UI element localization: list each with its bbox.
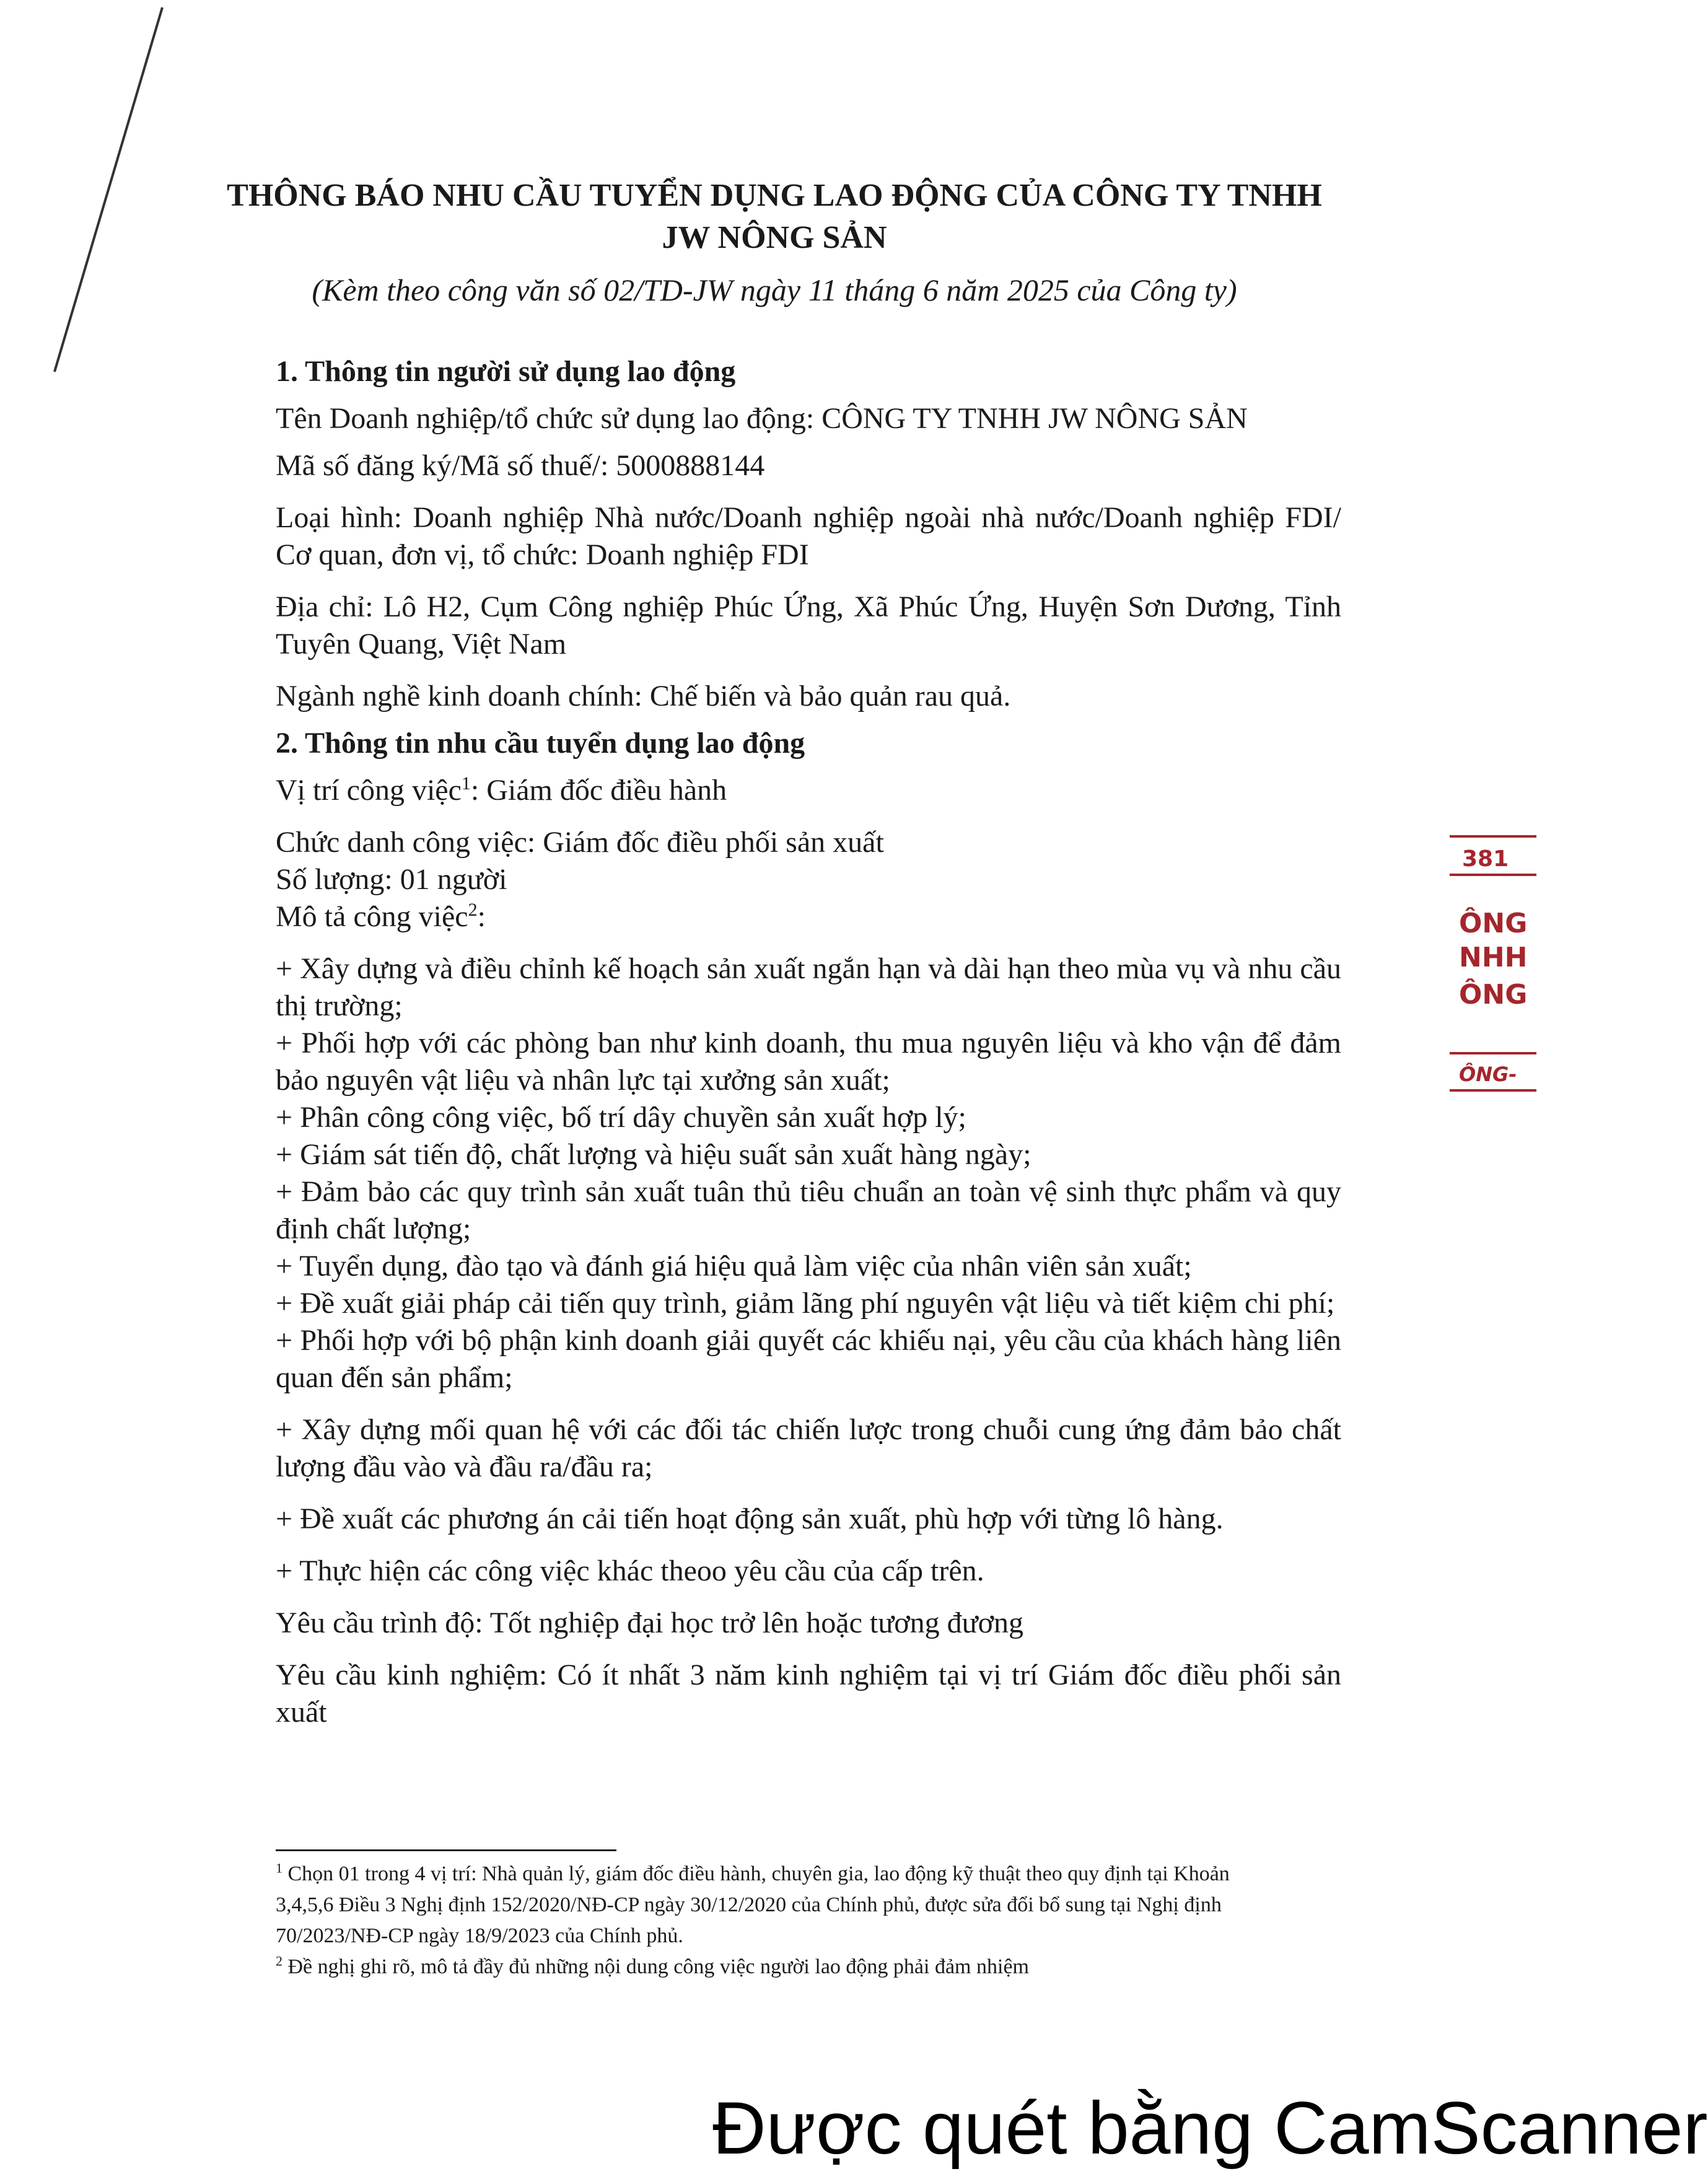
document-title-line1: THÔNG BÁO NHU CẦU TUYỂN DỤNG LAO ĐỘNG CỦA CÔNG TY TNHH: [227, 178, 1322, 213]
task-item: + Xây dựng và điều chỉnh kế hoạch sản xuất ngắn hạn và dài hạn theo mùa vụ và nhu cầu thị trường;: [276, 952, 1341, 1022]
seal-fragment-2: ÔNG: [1459, 908, 1528, 939]
document-title-line2: JW NÔNG SẢN: [662, 220, 887, 255]
job-description-label: Mô tả công việc$^2$:: [276, 900, 486, 933]
footnotes: [276, 1859, 1267, 1983]
task-item: + Giám sát tiến độ, chất lượng và hiệu suất sản xuất hàng ngày;: [276, 1138, 1031, 1171]
seal-fragment-4: ÔNG: [1459, 979, 1528, 1010]
main-business: Ngành nghề kinh doanh chính: Chế biến và bảo quản rau quả.: [276, 680, 1011, 712]
tax-code: Mã số đăng ký/Mã số thuế/: 5000888144: [276, 449, 765, 482]
seal-fragment-5: ÔNG-: [1459, 1063, 1517, 1086]
task-item: + Phối hợp với các phòng ban như kinh doanh, thu mua nguyên liệu và kho vận để đảm bảo nguyên vật liệu và nhân lực tại xưởng sản xuất;: [276, 1027, 1341, 1097]
footnote-ref-2: 2: [468, 900, 478, 920]
company-seal-fragment: [1443, 818, 1536, 1109]
company-name: Tên Doanh nghiệp/tổ chức sử dụng lao động: CÔNG TY TNHH JW NÔNG SẢN: [276, 402, 1248, 435]
job-title: Chức danh công việc: Giám đốc điều phối sản xuất: [276, 826, 884, 859]
scan-edge-line: [0, 0, 186, 384]
task-item: + Đề xuất các phương án cải tiến hoạt động sản xuất, phù hợp với từng lô hàng.: [276, 1502, 1224, 1535]
company-type: Loại hình: Doanh nghiệp Nhà nước/Doanh nghiệp ngoài nhà nước/Doanh nghiệp FDI/ Cơ quan, đơn vị, tổ chức: Doanh nghiệp FDI: [276, 501, 1341, 571]
task-item: + Đảm bảo các quy trình sản xuất tuân thủ tiêu chuẩn an toàn vệ sinh thực phẩm và quy định chất lượng;: [276, 1175, 1341, 1245]
camscanner-watermark: Được quét bằng CamScanner: [712, 2087, 1708, 2170]
company-address: Địa chỉ: Lô H2, Cụm Công nghiệp Phúc Ứng, Xã Phúc Ứng, Huyện Sơn Dương, Tỉnh Tuyên Quang, Việt Nam: [276, 590, 1341, 660]
section2-heading: 2. Thông tin nhu cầu tuyển dụng lao động: [276, 727, 805, 760]
seal-fragment-1: 381: [1462, 846, 1509, 872]
task-item: + Phân công công việc, bố trí dây chuyền sản xuất hợp lý;: [276, 1101, 966, 1134]
footnote-1: $^1$ Chọn 01 trong 4 vị trí: Nhà quản lý, giám đốc điều hành, chuyên gia, lao động kỹ thuật theo quy định tại Khoản 3,4,5,6 Điều 3 Nghị định 152/2020/NĐ-CP ngày 30/12/2020 của Chính phủ, được sửa đổi bổ sung tại Nghị định 70/2023/NĐ-CP ngày 18/9/2023 của Chính phủ.: [276, 1860, 1230, 1947]
task-item: + Đề xuất giải pháp cải tiến quy trình, giảm lãng phí nguyên vật liệu và tiết kiệm chi phí;: [276, 1287, 1335, 1320]
education-requirement: Yêu cầu trình độ: Tốt nghiệp đại học trở lên hoặc tương đương: [276, 1606, 1024, 1639]
experience-requirement: Yêu cầu kinh nghiệm: Có ít nhất 3 năm kinh nghiệm tại vị trí Giám đốc điều phối sản xuất: [276, 1659, 1341, 1729]
document-subtitle: (Kèm theo công văn số 02/TD-JW ngày 11 tháng 6 năm 2025 của Công ty): [312, 273, 1237, 307]
footnote-2: $^2$ Đề nghị ghi rõ, mô tả đầy đủ những nội dung công việc người lao động phải đảm nhiệm: [276, 1953, 1029, 1978]
task-item: + Phối hợp với bộ phận kinh doanh giải quyết các khiếu nại, yêu cầu của khách hàng liên quan đến sản phẩm;: [276, 1324, 1341, 1394]
task-item: + Xây dựng mối quan hệ với các đối tác chiến lược trong chuỗi cung ứng đảm bảo chất lượng đầu vào và đầu ra/đầu ra;: [276, 1413, 1341, 1483]
task-item: + Tuyển dụng, đào tạo và đánh giá hiệu quả làm việc của nhân viên sản xuất;: [276, 1250, 1192, 1282]
task-item: + Thực hiện các công việc khác theoo yêu cầu của cấp trên.: [276, 1554, 984, 1587]
job-quantity: Số lượng: 01 người: [276, 863, 507, 896]
footnote-separator: [276, 1849, 616, 1851]
document-body: [276, 353, 1341, 1731]
job-position: Vị trí công việc$^1$: Giám đốc điều hành: [276, 773, 727, 807]
seal-fragment-3: NHH: [1459, 942, 1528, 973]
section1-heading: 1. Thông tin người sử dụng lao động: [276, 355, 736, 388]
footnote-ref-1: 1: [461, 773, 471, 794]
